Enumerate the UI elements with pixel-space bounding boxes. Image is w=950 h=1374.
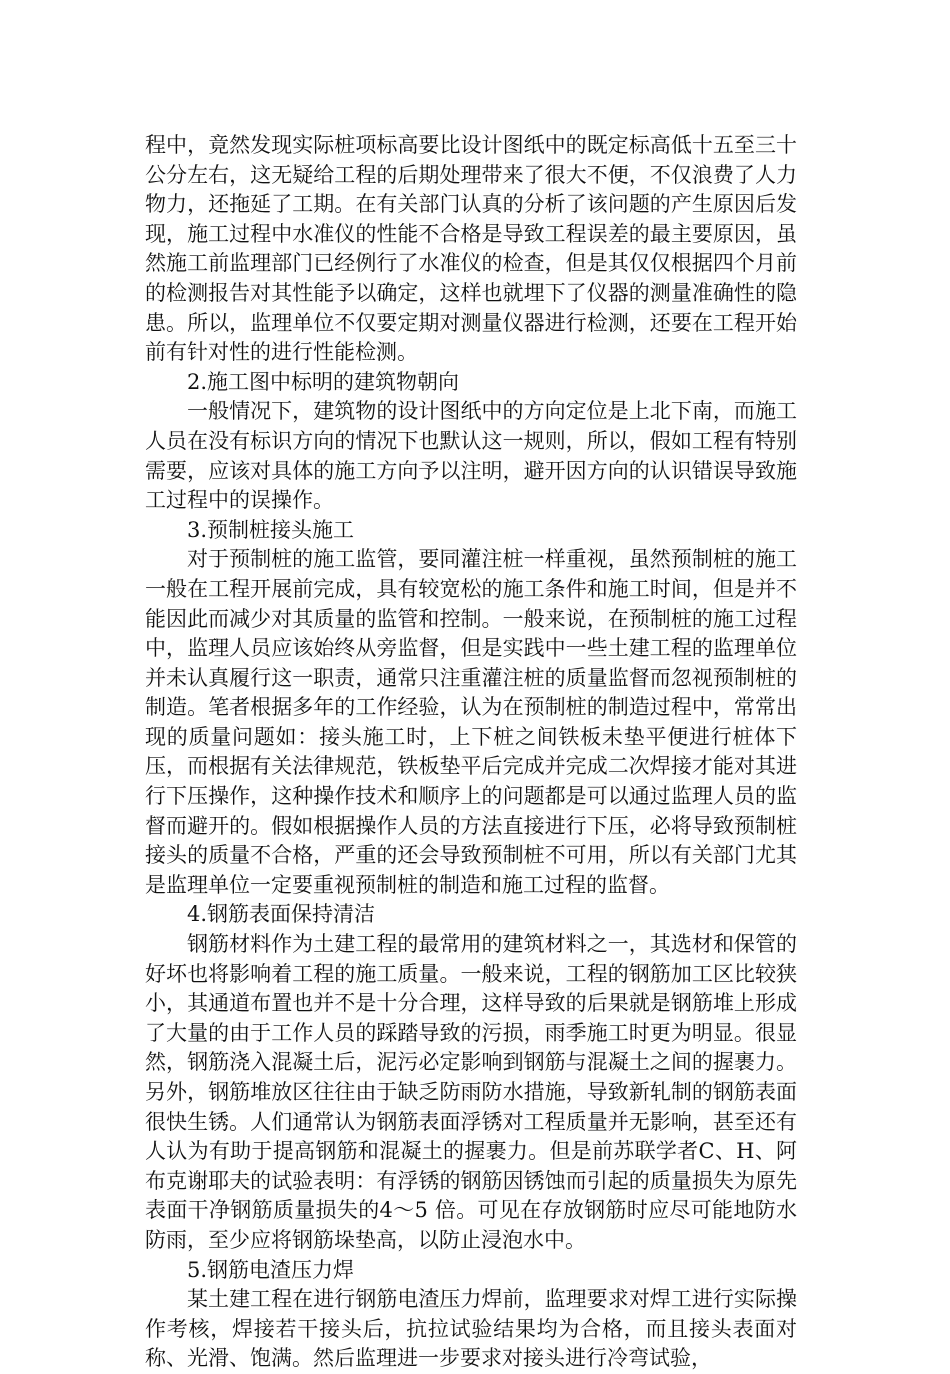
heading-building-orientation: 2.施工图中标明的建筑物朝向: [187, 369, 460, 394]
paragraph-building-orientation: 一般情况下，建筑物的设计图纸中的方向定位是上北下南，而施工人员在没有标识方向的情况下也默认这一规则，所以，假如工程有特别需要，应该对具体的施工方向予以注明，避开因方向的认识错误导致施工过程中的误操作。: [145, 399, 797, 513]
paragraph-precast-pile-joint: 对于预制桩的施工监管，要同灌注桩一样重视，虽然预制桩的施工一般在工程开展前完成，具有较宽松的施工条件和施工时间，但是并不能因此而减少对其质量的监管和控制。一般来说，在预制桩的施工过程中，监理人员应该始终从旁监督，但是实践中一些土建工程的监理单位并未认真履行这一职责，通常只注重灌注桩的质量监督而忽视预制桩的制造。笔者根据多年的工作经验，认为在预制桩的制造过程中，常常出现的质量问题如：接头施工时，上下桩之间铁板未垫平便进行桩体下压，而根据有关法律规范，铁板垫平后完成并完成二次焊接才能对其进行下压操作，这种操作技术和顺序上的问题都是可以通过监理人员的监督而避开的。假如根据操作人员的方法直接进行下压，必将导致预制桩接头的质量不合格，严重的还会导致预制桩不可用，所以有关部门尤其是监理单位一定要重视预制桩的制造和施工过程的监督。: [145, 547, 797, 897]
paragraph-electroslag-welding: 某土建工程在进行钢筋电渣压力焊前，监理要求对焊工进行实际操作考核，焊接若干接头后，抗拉试验结果均为合格，而且接头表面对称、光滑、饱满。然后监理进一步要求对接头进行冷弯试验，: [145, 1287, 797, 1371]
paragraph-continued-leveling-instrument: 程中，竟然发现实际桩项标高要比设计图纸中的既定标高低十五至三十公分左右，这无疑给工程的后期处理带来了很大不便，不仅浪费了人力物力，还拖延了工期。在有关部门认真的分析了该问题的产生原因后发现，施工过程中水准仪的性能不合格是导致工程误差的最主要原因，虽然施工前监理部门已经例行了水准仪的检查，但是其仅仅根据四个月前的检测报告对其性能予以确定，这样也就埋下了仪器的测量准确性的隐患。所以，监理单位不仅要定期对测量仪器进行检测，还要在工程开始前有针对性的进行性能检测。: [145, 133, 797, 365]
heading-rebar-surface-clean: 4.钢筋表面保持清洁: [187, 902, 376, 927]
document-body: [145, 131, 797, 1374]
paragraph-rebar-surface-clean: 钢筋材料作为土建工程的最常用的建筑材料之一，其选材和保管的好坏也将影响着工程的施工质量。一般来说，工程的钢筋加工区比较狭小，其通道布置也并不是十分合理，这样导致的后果就是钢筋堆上形成了大量的由于工作人员的踩踏导致的污损，雨季施工时更为明显。很显然，钢筋浇入混凝土后，泥污必定影响到钢筋与混凝土之间的握裹力。另外，钢筋堆放区往往由于缺乏防雨防水措施，导致新轧制的钢筋表面很快生锈。人们通常认为钢筋表面浮锈对工程质量并无影响，甚至还有人认为有助于提高钢筋和混凝土的握裹力。但是前苏联学者C、H、阿布克谢耶夫的试验表明：有浮锈的钢筋因锈蚀而引起的质量损失为原先表面干净钢筋质量损失的4～5 倍。可见在存放钢筋时应尽可能地防水防雨，至少应将钢筋垛垫高，以防止浸泡水中。: [145, 932, 797, 1252]
heading-electroslag-welding: 5.钢筋电渣压力焊: [187, 1257, 355, 1282]
heading-precast-pile-joint: 3.预制桩接头施工: [187, 517, 355, 542]
